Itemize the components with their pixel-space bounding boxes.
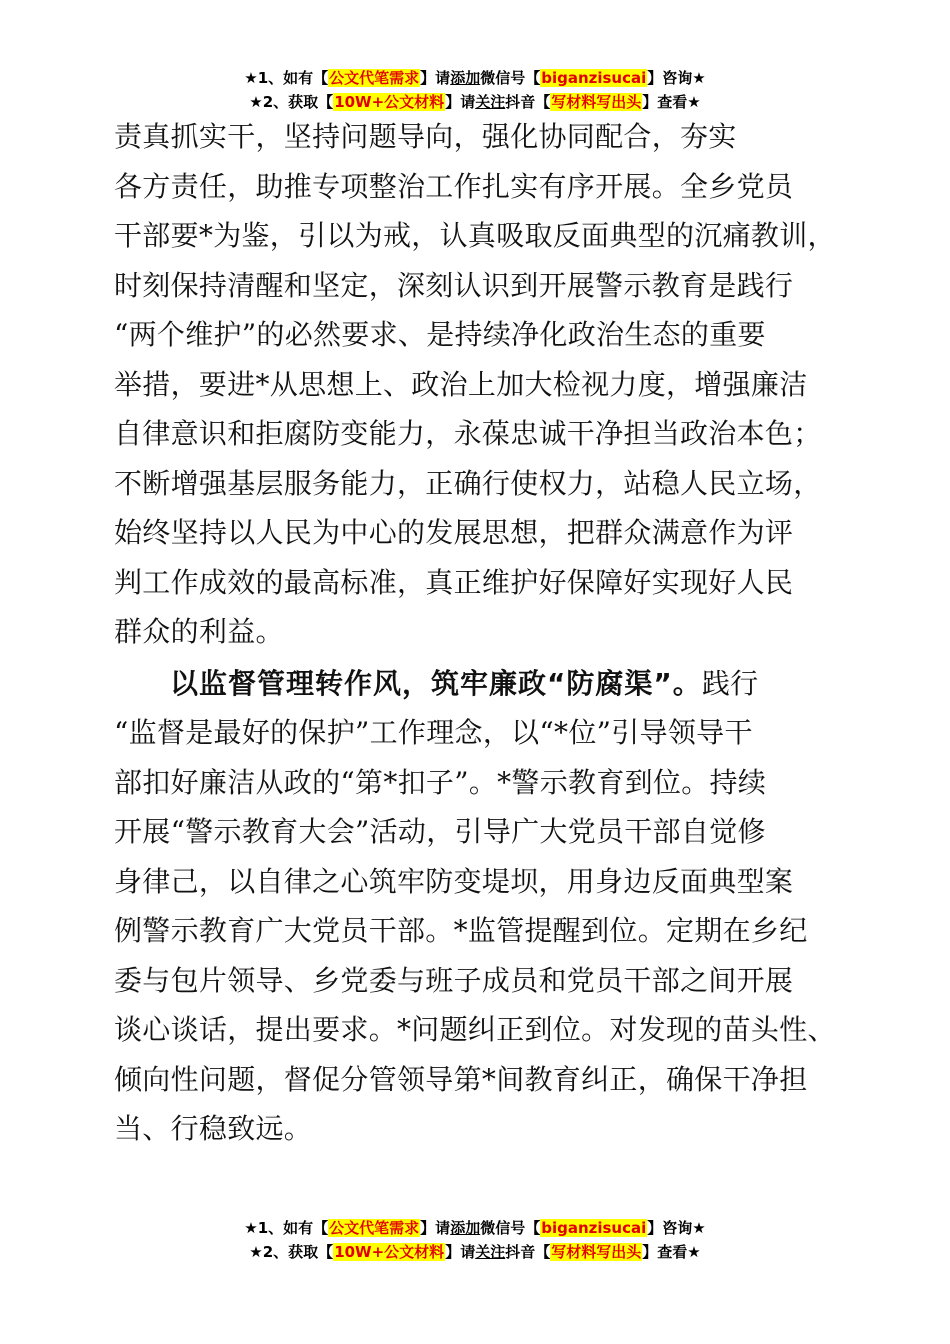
banner-highlight-douyin: 写材料写出头	[551, 93, 642, 111]
text-line: 倾向性问题，督促分管领导第*间教育纠正，确保干净担	[114, 1062, 808, 1096]
banner-highlight: 公文代笔需求	[329, 69, 420, 87]
text-fragment: 践行	[701, 666, 759, 700]
section-heading: 以监督管理转作风，筑牢廉政“防腐渠”。	[170, 666, 702, 700]
banner-highlight-wechat-id: biganzisucai	[541, 69, 647, 87]
banner-line-1	[0, 66, 950, 90]
banner-underlined: 关注	[475, 1243, 506, 1261]
text-line: 时刻保持清醒和坚定，深刻认识到开展警示教育是践行	[114, 268, 794, 302]
footer-banner	[0, 1216, 950, 1264]
banner-text: 】查看★	[642, 1243, 701, 1261]
banner-text: 抖音【	[505, 93, 551, 111]
text-line: 谈心谈话，提出要求。*问题纠正到位。对发现的苗头性、	[114, 1013, 836, 1046]
text-line: 当、行稳致远。	[114, 1112, 313, 1145]
banner-text: ★1、如有【	[244, 1219, 329, 1237]
text-line: 部扣好廉洁从政的“第*扣子”。*警示教育到位。持续	[114, 765, 767, 799]
banner-line-2	[0, 90, 950, 114]
banner-text: ★2、获取【	[249, 1243, 334, 1261]
banner-text: ★1、如有【	[244, 69, 329, 87]
text-line: 干部要*为鉴，引以为戒，认真吸取反面典型的沉痛教训，	[114, 219, 836, 252]
text-line: 委与包片领导、乡党委与班子成员和党员干部之间开展	[114, 963, 794, 997]
banner-line-2	[0, 1240, 950, 1264]
banner-text: 】请	[420, 1219, 451, 1237]
banner-text: 】请	[420, 69, 451, 87]
banner-line-1	[0, 1216, 950, 1240]
banner-underlined: 关注	[475, 93, 506, 111]
text-line-lead	[114, 659, 862, 709]
banner-text: 】请	[445, 1243, 476, 1261]
banner-highlight: 公文代笔需求	[329, 1219, 420, 1237]
text-line: 始终坚持以人民为中心的发展思想，把群众满意作为评	[114, 516, 794, 549]
banner-text: 】咨询★	[647, 69, 706, 87]
text-line: 自律意识和拒腐防变能力，永葆忠诚干净担当政治本色；	[114, 417, 822, 450]
text-line: 开展“警示教育大会”活动，引导广大党员干部自觉修	[114, 815, 766, 848]
text-line: “两个维护”的必然要求、是持续净化政治生态的重要	[114, 318, 766, 351]
banner-text: 】查看★	[642, 93, 701, 111]
banner-text: 微信号【	[480, 1219, 541, 1237]
banner-text: 抖音【	[505, 1243, 551, 1261]
text-line: 身律己，以自律之心筑牢防变堤坝，用身边反面典型案	[114, 864, 794, 898]
text-line: 举措，要进*从思想上、政治上加大检视力度，增强廉洁	[114, 367, 808, 401]
banner-underlined: 添加	[450, 1219, 481, 1237]
banner-text: ★2、获取【	[249, 93, 334, 111]
text-line: 不断增强基层服务能力，正确行使权力，站稳人民立场，	[114, 466, 822, 500]
banner-highlight: 10W+公文材料	[334, 1243, 445, 1261]
header-banner	[0, 66, 950, 114]
banner-text: 】请	[445, 93, 476, 111]
banner-highlight: 10W+公文材料	[334, 93, 445, 111]
text-line: 责真抓实干，坚持问题导向，强化协同配合，夯实	[114, 120, 737, 153]
banner-underlined: 添加	[450, 69, 481, 87]
text-line: “监督是最好的保护”工作理念，以“*位”引导领导干	[114, 716, 753, 749]
text-line: 群众的利益。	[114, 615, 284, 648]
paragraph-supervision	[114, 659, 862, 1154]
text-line: 例警示教育广大党员干部。*监管提醒到位。定期在乡纪	[114, 914, 808, 947]
text-line: 各方责任，助推专项整治工作扎实有序开展。全乡党员	[114, 169, 794, 203]
banner-highlight-wechat-id: biganzisucai	[541, 1219, 647, 1237]
banner-text: 微信号【	[480, 69, 541, 87]
banner-highlight-douyin: 写材料写出头	[551, 1243, 642, 1261]
document-body	[114, 112, 862, 1154]
text-line: 判工作成效的最高标准，真正维护好保障好实现好人民	[114, 565, 794, 599]
banner-text: 】咨询★	[647, 1219, 706, 1237]
paragraph-continued	[114, 112, 862, 657]
